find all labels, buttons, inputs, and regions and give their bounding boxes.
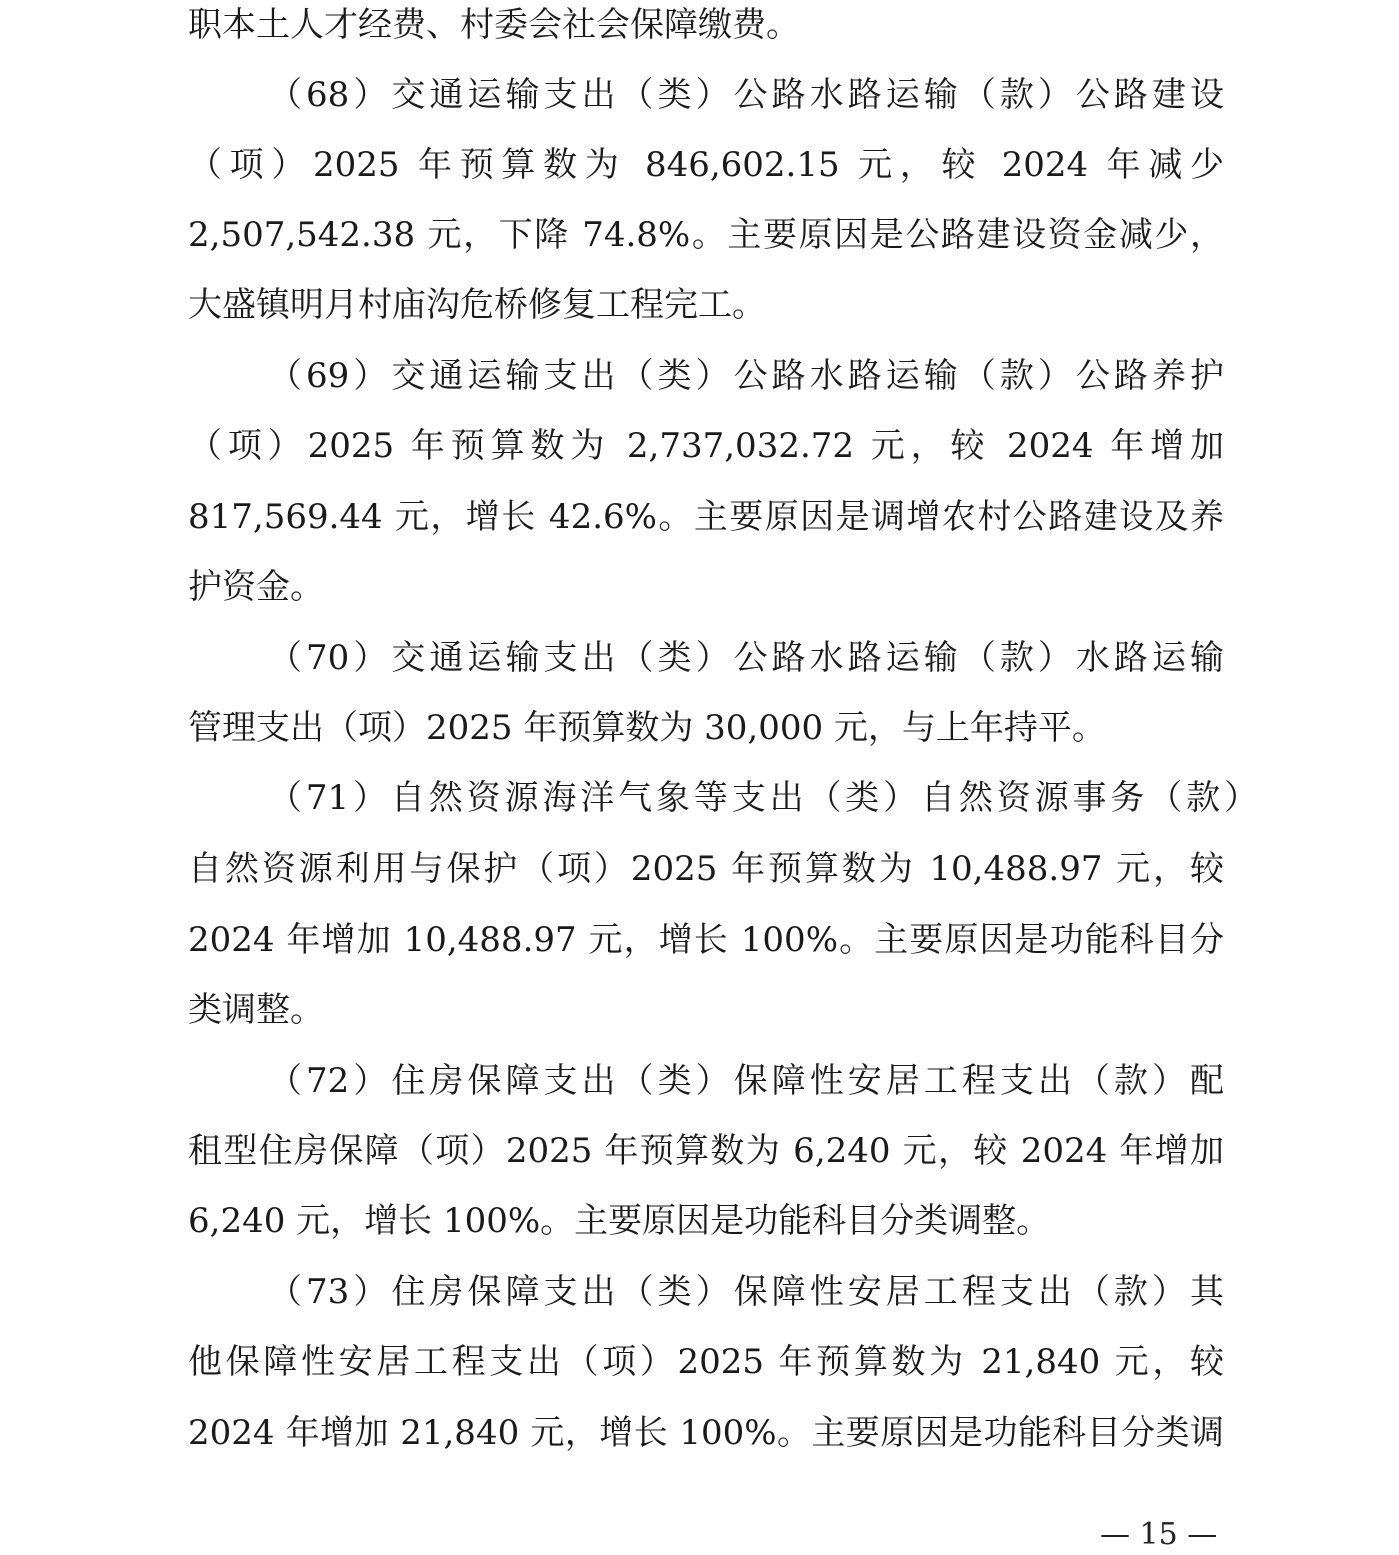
paragraph-71-heading: （71）自然资源海洋气象等支出（类）自然资源事务（款） xyxy=(268,778,1258,818)
paragraph-69-heading: （69）交通运输支出（类）公路水路运输（款）公路养护 xyxy=(268,356,1224,396)
text-line: 护资金。 xyxy=(188,567,324,607)
text-line: 2,507,542.38 元，下降 74.8%。主要原因是公路建设资金减少， xyxy=(188,215,1224,255)
text-line: 他保障性安居工程支出（项）2025 年预算数为 21,840 元，较 xyxy=(188,1342,1224,1382)
text-line: 大盛镇明月村庙沟危桥修复工程完工。 xyxy=(188,285,766,325)
text-line: 2024 年增加 10,488.97 元，增长 100%。主要原因是功能科目分 xyxy=(188,920,1224,960)
text-line: 职本土人才经费、村委会社会保障缴费。 xyxy=(188,5,800,45)
text-line: 6,240 元，增长 100%。主要原因是功能科目分类调整。 xyxy=(188,1201,1051,1241)
text-line: 2024 年增加 21,840 元，增长 100%。主要原因是功能科目分类调 xyxy=(188,1413,1224,1453)
text-line: 租型住房保障（项）2025 年预算数为 6,240 元，较 2024 年增加 xyxy=(188,1131,1224,1171)
text-line: 类调整。 xyxy=(188,990,324,1030)
paragraph-68-heading: （68）交通运输支出（类）公路水路运输（款）公路建设 xyxy=(268,75,1224,115)
text-line: 管理支出（项）2025 年预算数为 30,000 元，与上年持平。 xyxy=(188,708,1106,748)
page-number: — 15 — xyxy=(1100,1517,1218,1552)
text-line: 817,569.44 元，增长 42.6%。主要原因是调增农村公路建设及养 xyxy=(188,497,1224,537)
text-line: 自然资源利用与保护（项）2025 年预算数为 10,488.97 元，较 xyxy=(188,849,1224,889)
paragraph-73-heading: （73）住房保障支出（类）保障性安居工程支出（款）其 xyxy=(268,1272,1224,1312)
text-line: （项）2025 年预算数为 846,602.15 元，较 2024 年减少 xyxy=(188,145,1224,185)
paragraph-70-heading: （70）交通运输支出（类）公路水路运输（款）水路运输 xyxy=(268,638,1224,678)
paragraph-72-heading: （72）住房保障支出（类）保障性安居工程支出（款）配 xyxy=(268,1061,1224,1101)
text-line: （项）2025 年预算数为 2,737,032.72 元，较 2024 年增加 xyxy=(188,426,1224,466)
